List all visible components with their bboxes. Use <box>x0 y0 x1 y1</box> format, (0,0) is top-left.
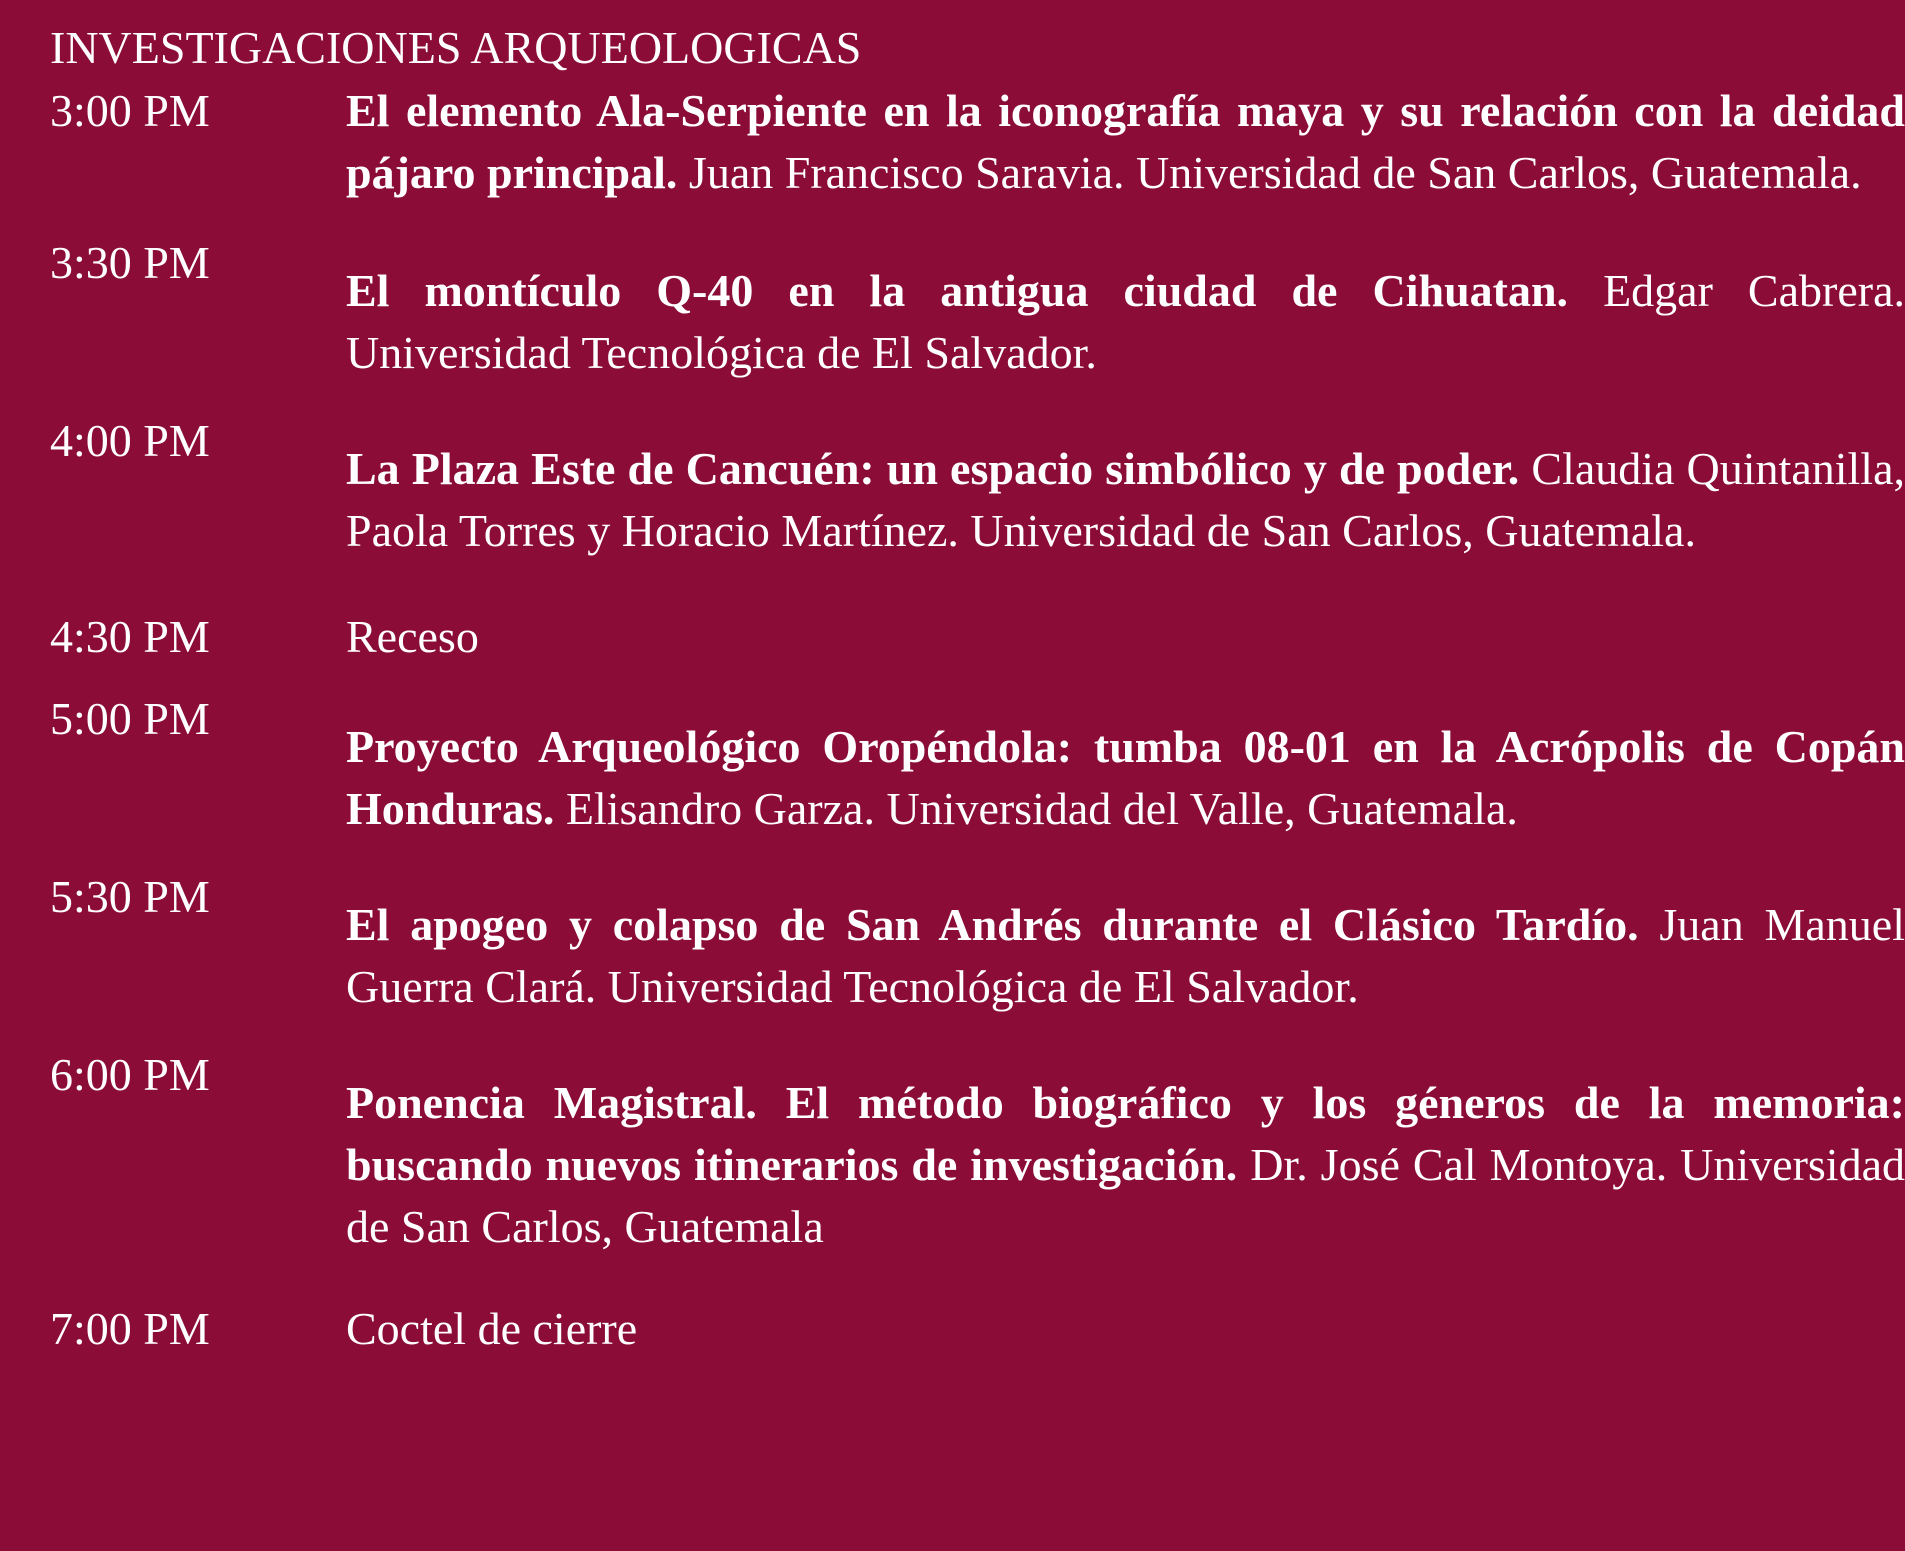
schedule-row <box>50 80 1905 204</box>
break-label: Receso <box>346 611 479 662</box>
talk-details: Dr. José Cal Montoya. Universidad de San Carlos, Guatemala <box>346 1139 1905 1252</box>
time-label: 3:30 PM <box>50 237 210 288</box>
talk-details: Juan Manuel Guerra Clará. Universidad Tecnológica de El Salvador. <box>346 899 1905 1012</box>
schedule-row <box>50 410 1905 562</box>
section-title: INVESTIGACIONES ARQUEOLOGICAS <box>50 22 862 73</box>
talk-title: El elemento Ala-Serpiente en la iconografía maya y su relación con la deidad pájaro principal. <box>346 85 1905 198</box>
talk-details: Elisandro Garza. Universidad del Valle, Guatemala. <box>554 783 1518 834</box>
talk-description <box>346 260 1905 384</box>
talk-title: El montículo Q-40 en la antigua ciudad de Cihuatan. <box>346 265 1569 316</box>
talk-details: Claudia Quintanilla, Paola Torres y Horacio Martínez. Universidad de San Carlos, Guatemala. <box>346 443 1905 556</box>
talk-details: Juan Francisco Saravia. Universidad de San Carlos, Guatemala. <box>677 147 1862 198</box>
time-label: 3:00 PM <box>50 85 210 136</box>
time-label: 6:00 PM <box>50 1049 210 1100</box>
talk-details: Edgar Cabrera. Universidad Tecnológica de El Salvador. <box>346 265 1905 378</box>
closing-label: Coctel de cierre <box>346 1303 638 1354</box>
talk-title: El apogeo y colapso de San Andrés durante el Clásico Tardío. <box>346 899 1639 950</box>
program-page <box>50 18 1905 1360</box>
talk-title: Proyecto Arqueológico Oropéndola: tumba 08-01 en la Acrópolis de Copán Honduras. <box>346 721 1905 834</box>
talk-title: Ponencia Magistral. El método biográfico y los géneros de la memoria: buscando nuevos itinerarios de investigación. <box>346 1077 1905 1190</box>
schedule-row <box>50 1298 1905 1360</box>
talk-description <box>346 716 1905 840</box>
time-label: 4:00 PM <box>50 415 210 466</box>
schedule-row <box>50 866 1905 1018</box>
talk-description <box>346 894 1905 1018</box>
schedule-row <box>50 1044 1905 1258</box>
time-label: 4:30 PM <box>50 611 210 662</box>
talk-description <box>346 80 1905 204</box>
schedule-row <box>50 688 1905 840</box>
schedule-row <box>50 232 1905 384</box>
talk-description <box>346 438 1905 562</box>
schedule-row <box>50 606 1905 668</box>
time-label: 5:00 PM <box>50 693 210 744</box>
time-label: 7:00 PM <box>50 1303 210 1354</box>
talk-title: La Plaza Este de Cancuén: un espacio simbólico y de poder. <box>346 443 1520 494</box>
time-label: 5:30 PM <box>50 871 210 922</box>
talk-description <box>346 1072 1905 1258</box>
